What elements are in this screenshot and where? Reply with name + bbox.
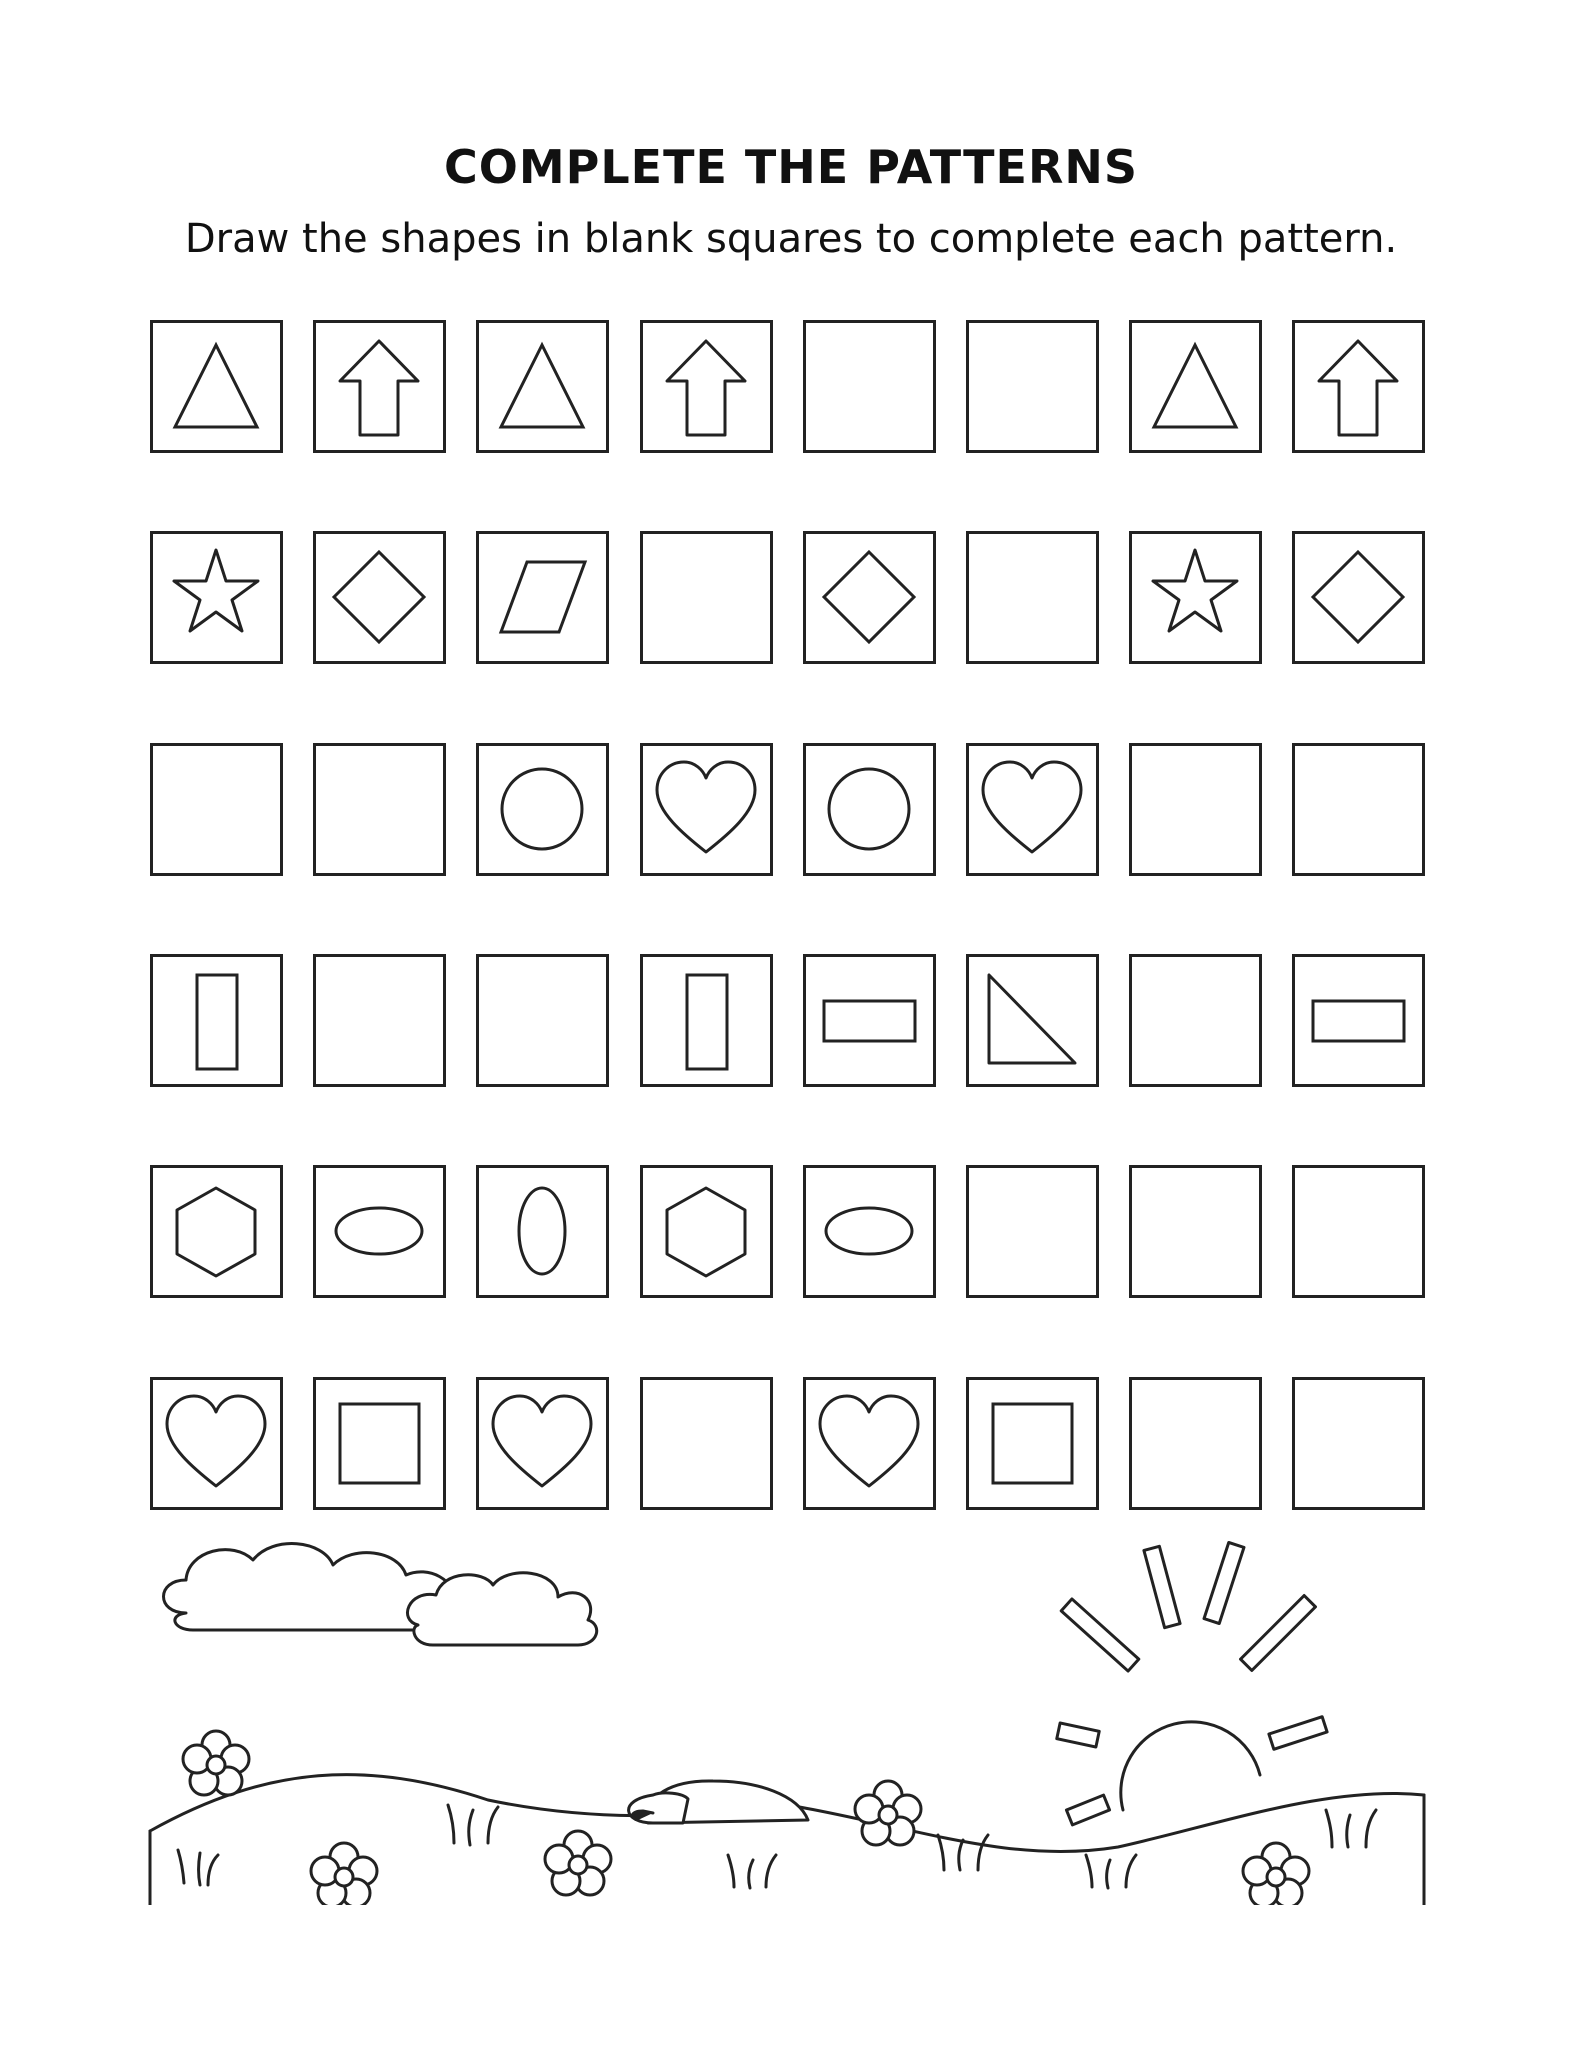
- pattern-square: [476, 743, 609, 876]
- sun-icon: [1057, 1542, 1327, 1824]
- arrow-up-icon: [1295, 323, 1422, 450]
- hexagon-icon: [643, 1168, 770, 1295]
- pattern-square: [313, 1165, 446, 1298]
- blank-square[interactable]: [1292, 1377, 1425, 1510]
- pattern-square: [150, 1165, 283, 1298]
- blank-square[interactable]: [640, 531, 773, 664]
- hexagon-icon: [153, 1168, 280, 1295]
- pattern-square: [640, 320, 773, 453]
- blank-square[interactable]: [150, 743, 283, 876]
- parallelogram-icon: [479, 534, 606, 661]
- blank-square[interactable]: [1129, 743, 1262, 876]
- blank-square[interactable]: [966, 531, 1099, 664]
- pattern-square: [313, 320, 446, 453]
- circle-icon: [479, 746, 606, 873]
- pattern-square: [313, 531, 446, 664]
- pattern-square: [476, 1377, 609, 1510]
- stone-icon: [629, 1781, 808, 1823]
- pattern-square: [150, 320, 283, 453]
- horizontal-oval-icon: [806, 1168, 933, 1295]
- meadow-scene: [148, 1525, 1428, 1905]
- pattern-square: [1292, 954, 1425, 1087]
- vertical-rectangle-icon: [643, 957, 770, 1084]
- pattern-square: [313, 1377, 446, 1510]
- diamond-icon: [806, 534, 933, 661]
- pattern-square: [803, 954, 936, 1087]
- pattern-square: [966, 743, 1099, 876]
- heart-icon: [153, 1380, 280, 1507]
- cloud-icon: [164, 1544, 597, 1645]
- star-icon: [1132, 534, 1259, 661]
- square-icon: [969, 1380, 1096, 1507]
- blank-square[interactable]: [1129, 1377, 1262, 1510]
- blank-square[interactable]: [313, 954, 446, 1087]
- pattern-square: [1129, 320, 1262, 453]
- horizontal-oval-icon: [316, 1168, 443, 1295]
- square-icon: [316, 1380, 443, 1507]
- horizontal-rectangle-icon: [806, 957, 933, 1084]
- arrow-up-icon: [316, 323, 443, 450]
- star-icon: [153, 534, 280, 661]
- horizontal-rectangle-icon: [1295, 957, 1422, 1084]
- blank-square[interactable]: [803, 320, 936, 453]
- blank-square[interactable]: [966, 320, 1099, 453]
- blank-square[interactable]: [966, 1165, 1099, 1298]
- pattern-square: [150, 954, 283, 1087]
- worksheet-instructions: Draw the shapes in blank squares to complete each pattern.: [184, 216, 1398, 262]
- pattern-square: [1129, 531, 1262, 664]
- blank-square[interactable]: [1129, 1165, 1262, 1298]
- right-triangle-icon: [969, 957, 1096, 1084]
- heart-icon: [643, 746, 770, 873]
- pattern-square: [803, 743, 936, 876]
- heart-icon: [806, 1380, 933, 1507]
- pattern-square: [966, 1377, 1099, 1510]
- pattern-square: [1292, 320, 1425, 453]
- blank-square[interactable]: [476, 954, 609, 1087]
- pattern-square: [640, 743, 773, 876]
- triangle-icon: [479, 323, 606, 450]
- pattern-square: [476, 320, 609, 453]
- pattern-square: [803, 1165, 936, 1298]
- blank-square[interactable]: [1129, 954, 1262, 1087]
- pattern-square: [150, 1377, 283, 1510]
- heart-icon: [479, 1380, 606, 1507]
- pattern-square: [640, 954, 773, 1087]
- triangle-icon: [1132, 323, 1259, 450]
- vertical-oval-icon: [479, 1168, 606, 1295]
- pattern-square: [966, 954, 1099, 1087]
- diamond-icon: [1295, 534, 1422, 661]
- circle-icon: [806, 746, 933, 873]
- pattern-square: [150, 531, 283, 664]
- pattern-square: [476, 1165, 609, 1298]
- blank-square[interactable]: [1292, 1165, 1425, 1298]
- pattern-square: [803, 1377, 936, 1510]
- heart-icon: [969, 746, 1096, 873]
- arrow-up-icon: [643, 323, 770, 450]
- blank-square[interactable]: [1292, 743, 1425, 876]
- pattern-square: [640, 1165, 773, 1298]
- pattern-square: [1292, 531, 1425, 664]
- triangle-icon: [153, 323, 280, 450]
- diamond-icon: [316, 534, 443, 661]
- blank-square[interactable]: [313, 743, 446, 876]
- worksheet-title: COMPLETE THE PATTERNS: [443, 140, 1139, 194]
- vertical-rectangle-icon: [153, 957, 280, 1084]
- blank-square[interactable]: [640, 1377, 773, 1510]
- pattern-square: [476, 531, 609, 664]
- pattern-square: [803, 531, 936, 664]
